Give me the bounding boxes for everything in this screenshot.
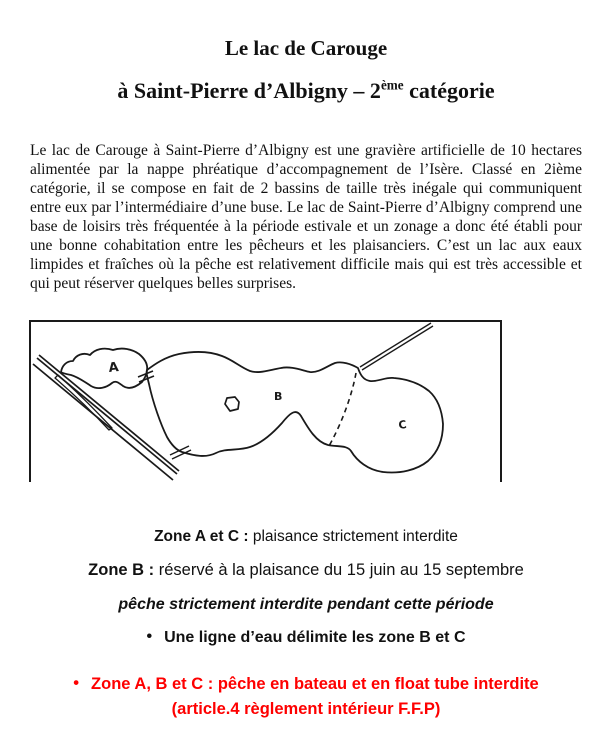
lake-map-drawing — [29, 320, 503, 482]
rule-zones-a-c-label: Zone A et C : — [154, 528, 249, 545]
zone-boundary-dashed-line — [329, 373, 356, 446]
rule-zone-b — [0, 561, 612, 580]
island — [225, 397, 239, 411]
subtitle-superscript: ème — [380, 77, 404, 93]
page-subtitle — [0, 78, 612, 104]
rule-fishing-forbidden: pêche strictement interdite pendant cette période — [118, 596, 494, 613]
bullet-icon: • — [146, 628, 153, 645]
culvert-ticks-tail — [170, 446, 191, 459]
rule-boat-float-tube — [0, 675, 612, 694]
subtitle-prefix: à Saint-Pierre d’Albigny – 2 — [117, 78, 381, 103]
rule-zone-b-text: réservé à la plaisance du 15 juin au 15 septembre — [154, 561, 524, 579]
bullet-icon-red: • — [73, 674, 80, 692]
road-upper-right — [360, 323, 433, 370]
page-title: Le lac de Carouge — [224, 36, 388, 60]
rule-zones-a-c-text: plaisance strictement interdite — [248, 528, 458, 545]
lake-map — [29, 320, 503, 482]
subtitle-suffix: catégorie — [403, 78, 495, 103]
rule-boat-float-tube-text: Zone A, B et C : pêche en bateau et en float tube interdite — [91, 675, 539, 693]
map-label-zone-c: C — [397, 417, 408, 432]
lake-outline-basin-b-c — [147, 352, 443, 473]
rule-article-reference: (article.4 règlement intérieur F.F.P) — [171, 700, 441, 718]
road-lower-left — [33, 355, 179, 480]
lake-outline-basin-a — [61, 349, 147, 389]
map-label-zone-a: A — [107, 360, 120, 376]
rule-water-line — [0, 629, 612, 647]
intro-paragraph: Le lac de Carouge à Saint-Pierre d’Albigny est une gravière artificielle de 10 hectares alimentée par la nappe phréatique d’accompagnement de l’Isère. Classé en 2ième catégorie, il se compose en fait de 2 bassins de taille très inégale qui communiquent entre eux par l’intermédiaire d’une buse. Le lac de Saint-Pierre d’Albigny comprend une base de loisirs très fréquentée à la période estivale et un zonage a donc été établi pour une bonne cohabitation entre les pêcheurs et les plaisanciers. C’est un lac aux eaux limpides et fraîches où la pêche est relativement difficile mais qui est très accessible et qui peut réserver quelques belles surprises. — [30, 142, 582, 292]
rule-zones-a-c — [0, 528, 612, 546]
map-label-zone-b: B — [274, 390, 283, 403]
rule-zone-b-label: Zone B : — [88, 561, 155, 579]
rule-water-line-text: Une ligne d’eau délimite les zone B et C — [164, 629, 466, 646]
